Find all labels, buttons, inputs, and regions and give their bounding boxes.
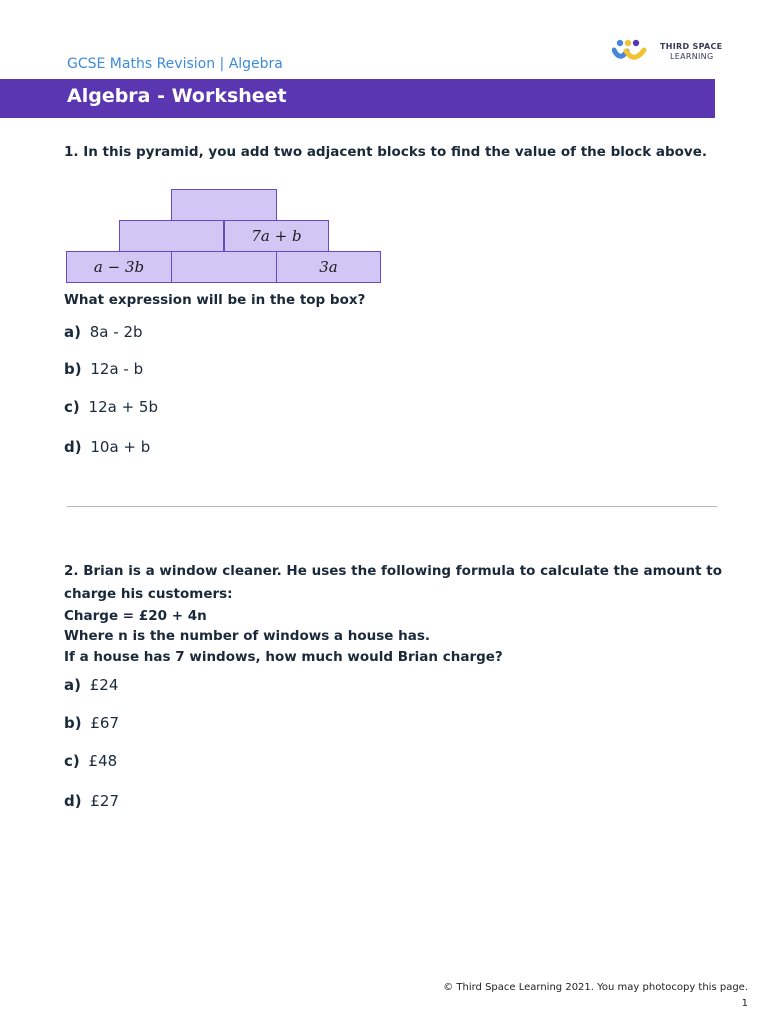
- q1-option-b[interactable]: [64, 360, 143, 378]
- q1-option-a[interactable]: [64, 323, 143, 341]
- q1-option-c-text: 12a + 5b: [88, 398, 158, 416]
- question-2-line-1: 2. Brian is a window cleaner. He uses the following formula to calculate the amount to: [64, 563, 723, 579]
- logo-line-1: THIRD SPACE: [660, 42, 723, 51]
- q1-option-b-text: 12a - b: [90, 360, 144, 378]
- q1-option-b-letter: b): [64, 360, 82, 378]
- q2-option-b[interactable]: [64, 714, 119, 732]
- question-2-ask: If a house has 7 windows, how much would Brian charge?: [64, 649, 503, 665]
- page-number: 1: [741, 998, 748, 1009]
- q2-option-d[interactable]: [64, 792, 119, 810]
- pyramid-block-bottom-right: 3a: [276, 251, 381, 283]
- copyright-notice: © Third Space Learning 2021. You may photocopy this page.: [443, 982, 748, 993]
- q1-option-d[interactable]: [64, 438, 150, 456]
- question-2-formula: Charge = £20 + 4n: [64, 608, 207, 624]
- pyramid-block-bottom-middle: [171, 251, 277, 283]
- breadcrumb-subtitle: GCSE Maths Revision | Algebra: [67, 56, 283, 72]
- page-title: Algebra - Worksheet: [67, 85, 287, 107]
- pyramid-block-middle-right: 7a + b: [224, 220, 329, 252]
- section-divider: [67, 506, 717, 507]
- pyramid-block-middle-left: [119, 220, 224, 252]
- q1-option-d-text: 10a + b: [90, 438, 151, 456]
- logo-wordmark: [660, 42, 722, 62]
- q1-option-d-letter: d): [64, 438, 82, 456]
- q2-option-b-letter: b): [64, 714, 82, 732]
- pyramid-block-bottom-left: a − 3b: [66, 251, 172, 283]
- q2-option-a-letter: a): [64, 676, 81, 694]
- question-1-prompt: 1. In this pyramid, you add two adjacent blocks to find the value of the block above.: [64, 144, 708, 160]
- q1-option-a-letter: a): [64, 323, 81, 341]
- pyramid-block-top: [171, 189, 277, 221]
- q2-option-b-text: £67: [90, 714, 120, 732]
- q2-option-c[interactable]: [64, 752, 117, 770]
- q2-option-c-text: £48: [88, 752, 118, 770]
- q2-option-d-letter: d): [64, 792, 82, 810]
- q1-option-c-letter: c): [64, 398, 80, 416]
- question-2-line-4: Where n is the number of windows a house has.: [64, 628, 431, 644]
- q1-option-a-text: 8a - 2b: [89, 323, 143, 341]
- question-1-ask: What expression will be in the top box?: [64, 292, 366, 308]
- q1-option-c[interactable]: [64, 398, 158, 416]
- logo-mark-icon: [612, 38, 656, 66]
- logo-line-2: LEARNING: [670, 52, 714, 61]
- title-banner: [0, 79, 715, 118]
- q2-option-c-letter: c): [64, 752, 80, 770]
- q2-option-a-text: £24: [89, 676, 119, 694]
- third-space-learning-logo: [612, 38, 742, 66]
- q2-option-a[interactable]: [64, 676, 118, 694]
- q2-option-d-text: £27: [90, 792, 120, 810]
- question-2-line-2: charge his customers:: [64, 586, 233, 602]
